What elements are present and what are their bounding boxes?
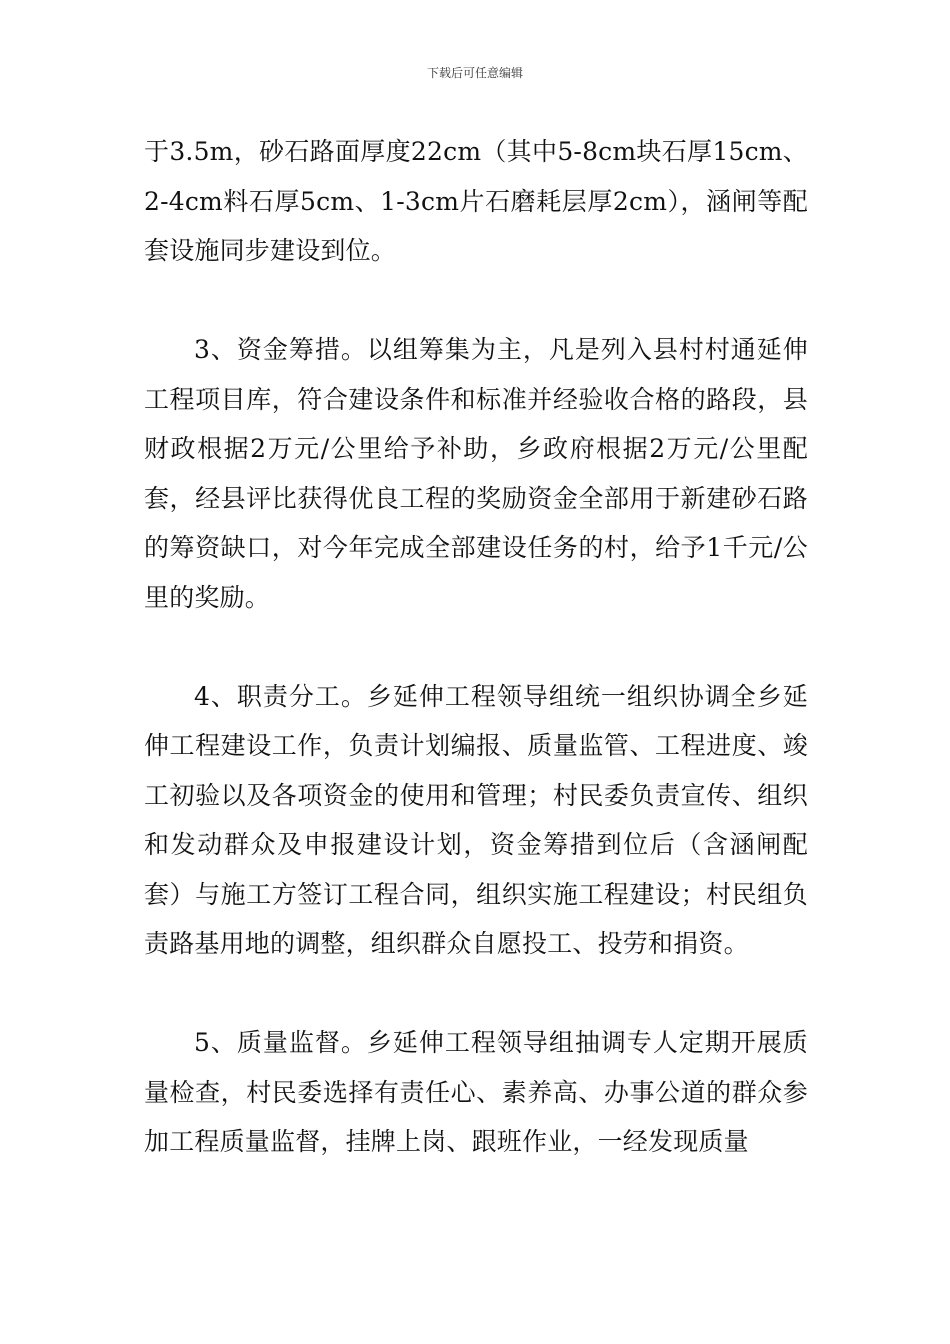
page-header: 下载后可任意编辑 bbox=[426, 66, 523, 80]
paragraph-gap bbox=[144, 622, 808, 672]
paragraph-gap bbox=[144, 969, 808, 1019]
paragraph-gap bbox=[144, 276, 808, 326]
paragraph-responsibilities: 4、职责分工。乡延伸工程领导组统一组织协调全乡延伸工程建设工作，负责计划编报、质量监管、工程进度、竣工初验以及各项资金的使用和管理；村民委负责宣传、组织和发动群众及申报建设计划，资金筹措到位后（含涵闸配套）与施工方签订工程合同，组织实施工程建设；村民组负责路基用地的调整，组织群众自愿投工、投劳和捐资。 bbox=[144, 681, 808, 958]
paragraph-road-spec: 于3.5m，砂石路面厚度22cm（其中5-8cm块石厚15cm、2-4cm料石厚5cm、1-3cm片石磨耗层厚2cm），涵闸等配套设施同步建设到位。 bbox=[144, 137, 808, 265]
document-body bbox=[144, 127, 808, 1167]
paragraph-quality-supervision: 5、质量监督。乡延伸工程领导组抽调专人定期开展质量检查，村民委选择有责任心、素养高、办事公道的群众参加工程质量监督，挂牌上岗、跟班作业，一经发现质量 bbox=[144, 1028, 808, 1156]
paragraph-funding: 3、资金筹措。以组筹集为主，凡是列入县村村通延伸工程项目库，符合建设条件和标准并经验收合格的路段，县财政根据2万元/公里给予补助，乡政府根据2万元/公里配套，经县评比获得优良工程的奖励资金全部用于新建砂石路的筹资缺口，对今年完成全部建设任务的村，给予1千元/公里的奖励。 bbox=[144, 335, 808, 612]
